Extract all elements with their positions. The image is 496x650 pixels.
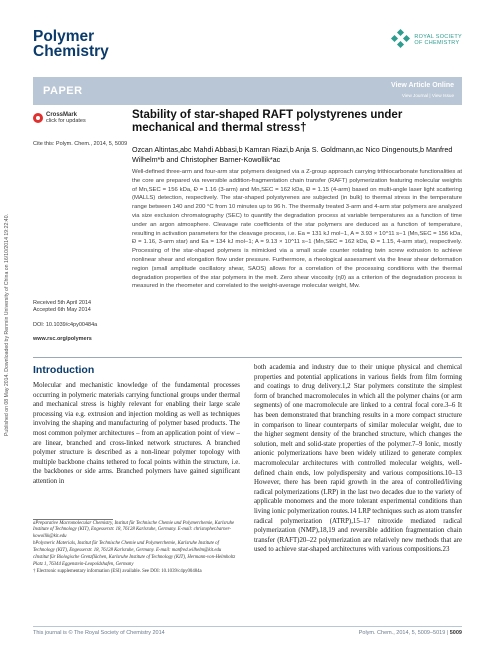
journal-title-line2: Chemistry [33, 43, 109, 60]
page-number: 5009 [449, 630, 462, 636]
crossmark-badge[interactable] [33, 112, 86, 124]
journal-website-link[interactable]: www.rsc.org/polymers [33, 336, 92, 342]
accepted-date: Accepted 6th May 2014 [33, 307, 91, 313]
article-type-bar [33, 77, 462, 105]
article-type-label: PAPER [43, 85, 83, 97]
received-dates [33, 300, 91, 314]
affiliation-c: cInstitut für Biologische Grenzflächen, Karlsruhe Institute of Technology (KIT), Hermann-von-Helmholtz Platz 1, 76344 Eggenstein-Leopoldshafen, Germany [33, 555, 236, 567]
footer-copyright: This journal is © The Royal Society of Chemistry 2014 [33, 630, 165, 636]
author-list: Ozcan Altintas,abc Mahdi Abbasi,b Kamran Riazi,b Anja S. Goldmann,ac Nico Dingenouts,b Manfred Wilhelm*b and Christopher Barner-Kowollik*ac [132, 145, 453, 164]
section-divider [33, 357, 462, 358]
rsc-name-line1: ROYAL SOCIETY [414, 33, 462, 40]
journal-title [33, 29, 109, 59]
doi[interactable]: DOI: 10.1039/c4py00484a [33, 322, 98, 328]
affiliation-footnotes [33, 521, 240, 577]
footnote-divider [33, 519, 113, 520]
rsc-diamond-icon [392, 30, 410, 50]
crossmark-sub: click for updates [46, 118, 86, 124]
citation-line: Cite this: Polym. Chem., 2014, 5, 5009 [33, 141, 128, 147]
view-journal-issue-links[interactable]: View Journal | View Issue [401, 93, 454, 98]
view-article-online-link[interactable]: View Article Online [390, 82, 454, 89]
crossmark-label: CrossMark [46, 112, 78, 118]
introduction-right-column: both academia and industry due to their unique physical and chemical properties and potential applications in various fields from film forming and coatings to drug delivery.1,2 Star polymers constitute the simplest form of branched macromolecules in which all the polymer chains (or arm segments) of one macromolecule are linked to a central focal core.3–6 It has been demonstrated that branching results in a more compact structure in comparison to linear counterparts of similar molecular weight, due to the higher segment density of the branched structure, which changes the solution, melt and solid-state properties of the polymer.7–9 Ionic, mostly anionic polymerizations have been widely utilized to generate complex macromolecular architectures with controlled molecular weights, well-defined chain ends, low polydispersity and various compositions.10–13 However, there has been rapid growth in the area of controlled/living radical polymerizations (LRP) in the last two decades due to the variety of applicable monomers and the more tolerant experimental conditions than living ionic polymerization routes.14 LRP techniques such as atom transfer radical polymerization (ATRP),15–17 nitroxide mediated radical polymerization (NMP),18,19 and reversible addition fragmentation chain transfer (RAFT)20–22 polymerization are relatively new methods that are used to achieve star-shaped architectures with various compositions.23 [254, 364, 462, 554]
footer-citation: Polym. Chem., 2014, 5, 5009–5019 | 5009 [358, 630, 462, 636]
rsc-logo [392, 30, 462, 50]
introduction-left-column: Molecular and mechanistic knowledge of the fundamental processes occurring in polymeric materials carrying functional groups under thermal and mechanical stress is highly relevant for enabling their large scale processing via e.g. extrusion and injection molding as well as techniques involving the shaping and manufacturing of polymer based products. The most common polymer architectures – from an application point of view – are linear, branched and cross-linked network structures. A branched polymer structure is described as a non-linear polymer topology with multiple backbone chains tethered to focal points within the structure, i.e. the backbones or side arms. Branched polymers have gained significant attention in [33, 382, 240, 485]
article-title: Stability of star-shaped RAFT polystyrenes under mechanical and thermal stress† [132, 109, 403, 134]
crossmark-icon [33, 113, 43, 123]
footer-journal-ref: Polym. Chem., 2014, 5, 5009–5019 [358, 630, 446, 636]
affiliation-a: aPreparative Macromolecular Chemistry, Institut für Technische Chemie und Polymerchemie, Karlsruhe Institute of Technology (KIT), Engesserstr. 18, 76128 Karlsruhe, Germany. E-mail: christopher.barner-kowollik@kit.edu [33, 521, 235, 539]
received-date: Received 5th April 2014 [33, 300, 92, 306]
rsc-name-line2: OF CHEMISTRY [414, 40, 460, 46]
abstract: Well-defined three-arm and four-arm star polymers designed via a Z-group approach carrying trithiocarbonate functionalities at the core are prepared via reversible addition-fragmentation chain transfer (RAFT) polymerization featuring molecular weights of Mn,SEC = 156 kDa, Đ = 1.16 (3-arm) and Mn,SEC = 162 kDa, Đ = 1.15 (4-arm) based on multi-angle laser light scattering (MALLS) detection, respectively. The star-shaped polystyrenes are subjected (in bulk) to thermal stress in the temperature range between 140 and 200 °C from 10 minutes up to 96 h. The thermally treated 3-arm and 4-arm star polymers are analyzed via size exclusion chromatography (SEC) to quantify the degradation process at variable temperatures as a function of time under an argon atmosphere. Cleavage rate coefficients of the star polymers are deduced as a function of temperature, resulting in activation parameters for the cleavage process, i.e. Ea = 131 kJ mol−1, A = 3.93 × 10^11 s−1 (Mn,SEC = 156 kDa, Đ = 1.16, 3-arm star) and Ea = 134 kJ mol−1; A = 9.13 × 10^11 s−1 (Mn,SEC = 162 kDa, Đ = 1.15, 4-arm star), respectively. Processing of the star-shaped polymers is mimicked via a small scale counter rotating twin screw extrusion to achieve nonlinear shear and elongation flow under pressure. Furthermore, a rheological assessment via the linear shear deformation region (small amplitude oscillatory shear, SAOS) allows for a correlation of the processing conditions with the thermal degradation properties of the star polymers in the melt. Zero shear viscosity (η0) as a criterion of the degradation process is measured in the rheometer and correlated to the weight-average molecular weight, Mw. [132, 169, 463, 290]
footer-divider [33, 626, 462, 627]
introduction-heading: Introduction [33, 364, 95, 376]
download-sidebar-note: Published on 08 May 2014. Downloaded by Renmin University of China on 16/10/2014 19:22:40. [4, 213, 10, 437]
esi-note: † Electronic supplementary information (ESI) available. See DOI: 10.1039/c4py00484a [33, 569, 202, 575]
affiliation-b: bPolymeric Materials, Institut für Technische Chemie und Polymerchemie, Karlsruhe Institute of Technology (KIT), Engesserstr. 18, 76128 Karlsruhe, Germany. E-mail: manfred.wilhelm@kit.edu [33, 541, 222, 553]
journal-title-line1: Polymer [33, 28, 95, 45]
